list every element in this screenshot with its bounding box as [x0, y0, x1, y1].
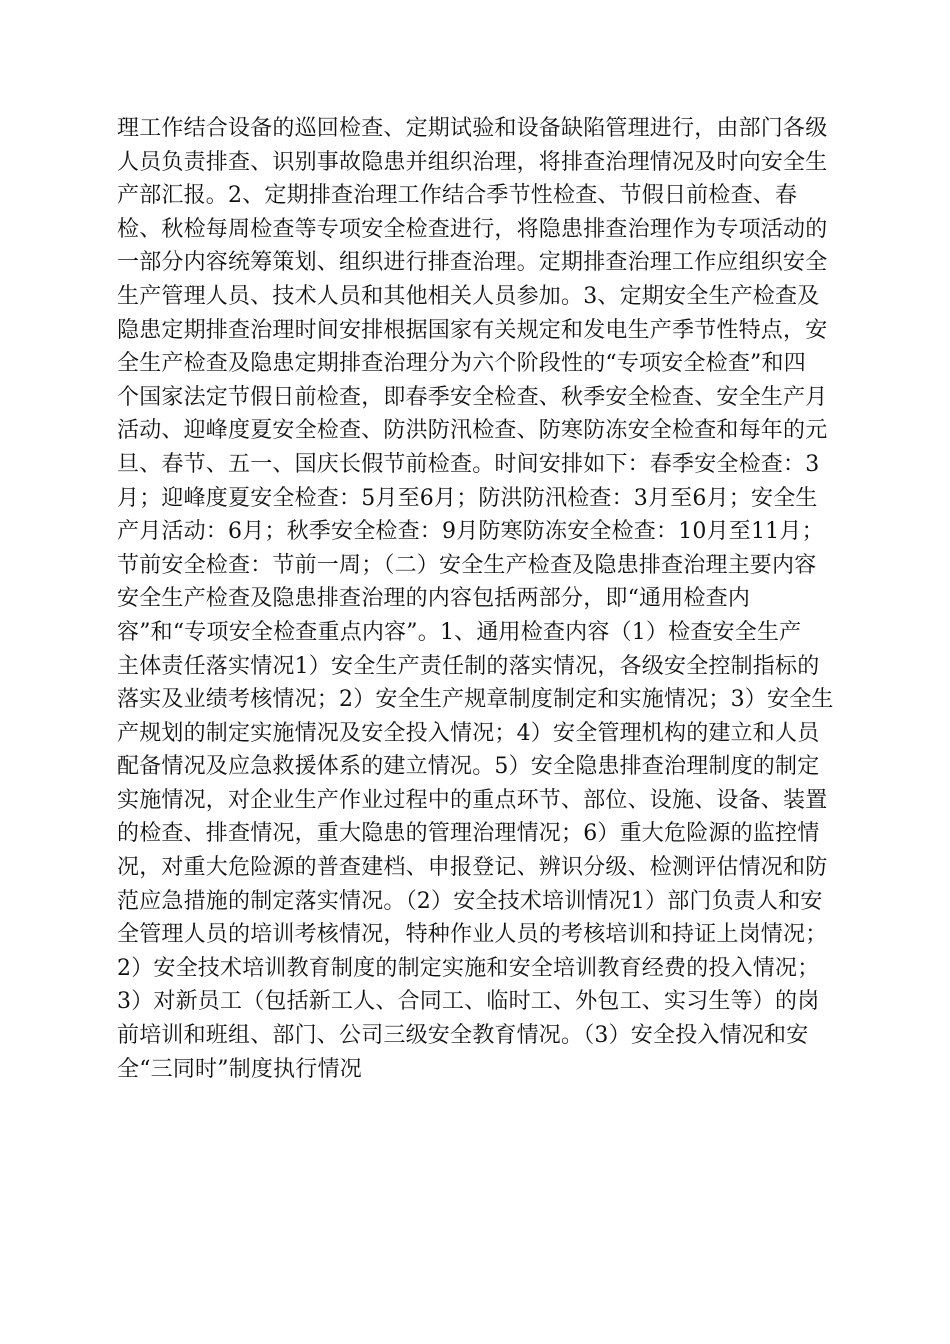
text-line: 范应急措施的制定落实情况。（2）安全技术培训情况1）部门负责人和安	[117, 888, 823, 914]
text-line: 生产管理人员、技术人员和其他相关人员参加。3、定期安全生产检查及	[117, 283, 820, 309]
text-line: 旦、春节、五一、国庆长假节前检查。时间安排如下：春季安全检查：3	[117, 451, 820, 477]
text-line: 实施情况，对企业生产作业过程中的重点环节、部位、设施、设备、装置	[117, 787, 828, 813]
text-line: 容”和“专项安全检查重点内容”。1、通用检查内容（1）检查安全生产	[117, 619, 802, 645]
text-line: 个国家法定节假日前检查，即春季安全检查、秋季安全检查、安全生产月	[117, 384, 828, 410]
body-text	[117, 112, 837, 1086]
text-line: 一部分内容统筹策划、组织进行排查治理。定期排查治理工作应组织安全	[117, 250, 828, 276]
text-line: 人员负责排查、识别事故隐患并组织治理，将排查治理情况及时向安全生	[117, 149, 828, 175]
text-line: 节前安全检查：节前一周；（二）安全生产检查及隐患排查治理主要内容	[117, 552, 817, 578]
text-line: 的检查、排查情况，重大隐患的管理治理情况；6）重大危险源的监控情	[117, 821, 820, 847]
text-line: 检、秋检每周检查等专项安全检查进行，将隐患排查治理作为专项活动的	[117, 216, 828, 242]
text-line: 隐患定期排查治理时间安排根据国家有关规定和发电生产季节性特点，安	[117, 317, 828, 343]
text-line: 3）对新员工（包括新工人、合同工、临时工、外包工、实习生等）的岗	[117, 989, 820, 1015]
text-line: 全管理人员的培训考核情况，特种作业人员的考核培训和持证上岗情况；	[117, 922, 828, 948]
text-line: 全生产检查及隐患定期排查治理分为六个阶段性的“专项安全检查”和四	[117, 351, 806, 377]
text-line: 月；迎峰度夏安全检查：5月至6月；防洪防汛检查：3月至6月；安全生	[117, 485, 818, 511]
text-line: 产部汇报。2、定期排查治理工作结合季节性检查、节假日前检查、春	[117, 183, 798, 209]
text-line: 落实及业绩考核情况；2）安全生产规章制度制定和实施情况；3）安全生	[117, 687, 834, 713]
text-line: 活动、迎峰度夏安全检查、防洪防汛检查、防寒防冻安全检查和每年的元	[117, 418, 828, 444]
text-line: 主体责任落实情况1）安全生产责任制的落实情况，各级安全控制指标的	[117, 653, 820, 679]
text-line: 配备情况及应急救援体系的建立情况。5）安全隐患排查治理制度的制定	[117, 754, 820, 780]
text-line: 产月活动：6月；秋季安全检查：9月防寒防冻安全检查：10月至11月；	[117, 519, 824, 545]
text-line: 理工作结合设备的巡回检查、定期试验和设备缺陷管理进行，由部门各级	[117, 116, 828, 141]
text-line: 产规划的制定实施情况及安全投入情况；4）安全管理机构的建立和人员	[117, 720, 820, 746]
text-line: 安全生产检查及隐患排查治理的内容包括两部分，即“通用检查内	[117, 586, 751, 612]
text-line: 全“三同时”制度执行情况	[117, 1056, 362, 1082]
text-line: 况，对重大危险源的普查建档、申报登记、辨识分级、检测评估情况和防	[117, 855, 828, 881]
text-line: 2）安全技术培训教育制度的制定实施和安全培训教育经费的投入情况；	[117, 955, 820, 981]
text-line: 前培训和班组、部门、公司三级安全教育情况。（3）安全投入情况和安	[117, 1023, 809, 1049]
